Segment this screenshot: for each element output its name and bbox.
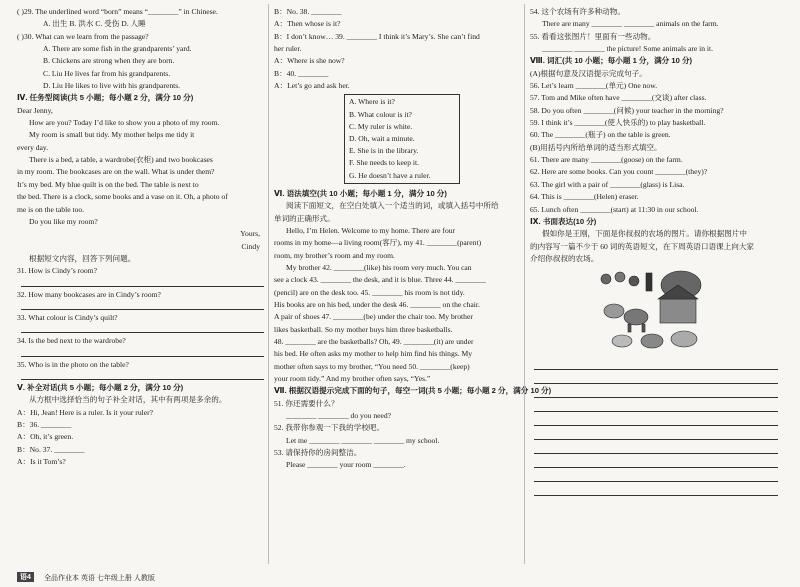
text-line: 54. 这个农场有许多种动物。 xyxy=(530,7,625,16)
text-line: A. There are some fish in the grandparents’ yard. xyxy=(43,44,192,54)
text-line: 63. The girl with a pair of ________(glass) is Lisa. xyxy=(530,179,685,189)
text-line: 57. Tom and Mike often have ________(交谈) after class. xyxy=(530,93,707,103)
answer-line[interactable] xyxy=(21,301,264,310)
section-heading: Ⅳ. 任务型阅读(共 5 小题；每小题 2 分，满分 10 分) xyxy=(17,93,194,103)
text-line: 的内容写一篇不少于 60 词的英语短文，在下周英语口语课上向大家 xyxy=(530,241,755,251)
text-line: (A)根据句意及汉语提示完成句子。 xyxy=(530,68,647,78)
column-divider xyxy=(268,4,269,564)
writing-line[interactable] xyxy=(534,471,778,482)
answer-line[interactable] xyxy=(21,371,264,380)
answer-line[interactable] xyxy=(21,348,264,357)
dialogue-option: B. What colour is it? xyxy=(349,109,412,119)
section-heading: Ⅴ. 补全对话(共 5 小题；每小题 2 分，满分 10 分) xyxy=(17,382,184,392)
column-right xyxy=(530,6,782,499)
text-line: rooms in my home—a living room(客厅), my 41. ________(parent) xyxy=(274,238,482,248)
farm-picture xyxy=(596,269,716,355)
text-line: It’s my bed. My blue quilt is on the bed. The table is next to xyxy=(17,179,199,189)
section-heading: Ⅷ. 词汇(共 10 小题；每小题 1 分，满分 10 分) xyxy=(530,56,693,66)
text-line: A pair of shoes 47. ________(be) under the chair too. My brother xyxy=(274,312,473,322)
text-line: 58. Do you often ________(问候) your teacher in the morning? xyxy=(530,105,724,115)
text-line: B：36. ________ xyxy=(17,419,72,429)
text-line: 根据短文内容，回答下列问题。 xyxy=(29,253,136,263)
dialogue-option: C. My ruler is white. xyxy=(349,121,413,131)
text-line: Yours, xyxy=(240,229,260,239)
column-divider xyxy=(524,4,525,564)
text-line: 介绍你叔叔的农场。 xyxy=(530,253,599,263)
text-line: (B)用括号内所给单词的适当形式填空。 xyxy=(530,142,662,152)
writing-line[interactable] xyxy=(534,401,778,412)
writing-line[interactable] xyxy=(534,387,778,398)
writing-line[interactable] xyxy=(534,429,778,440)
text-line: in my room. The bookcases are on the wall. What is under them? xyxy=(17,167,215,177)
text-line: 32. How many bookcases are in Cindy’s room? xyxy=(17,289,161,299)
text-line: likes basketball. So my mother buys him three basketballs. xyxy=(274,324,453,334)
text-line: B：40. ________ xyxy=(274,68,329,78)
text-line: 31. How is Cindy’s room? xyxy=(17,266,97,276)
text-line: 阅读下面短文，在空白处填入一个适当的词，或填入括号中所给 xyxy=(286,201,499,211)
text-line: A：Oh, it’s green. xyxy=(17,432,74,442)
writing-line[interactable] xyxy=(534,373,778,384)
text-line: Hello, I’m Helen. Welcome to my home. There are four xyxy=(286,225,456,235)
text-line: 从方框中选择恰当的句子补全对话，其中有两项是多余的。 xyxy=(29,395,227,405)
footer-text: 全品作业本 英语 七年级上册 人教版 xyxy=(44,575,155,582)
writing-line[interactable] xyxy=(534,485,778,496)
writing-lines[interactable] xyxy=(530,359,782,496)
text-line: the bed. There is a clock, some books and a vase on it. Oh, a photo of xyxy=(17,192,228,202)
text-line: D. Liu He likes to live with his grandparents. xyxy=(43,81,181,91)
text-line: 35. Who is in the photo on the table? xyxy=(17,359,129,369)
section-heading: Ⅸ. 书面表达(10 分) xyxy=(530,216,597,226)
text-line: My brother 42. ________(like) his room very much. You can xyxy=(286,262,472,272)
text-line: Dear Jenny, xyxy=(17,105,53,115)
text-line: room, my brother’s room and my room. xyxy=(274,250,395,260)
text-line: 62. Here are some books. Can you count ________(they)? xyxy=(530,167,708,177)
text-line: 61. There are many ________(goose) on the farm. xyxy=(530,155,683,165)
text-line: B：No. 38. ________ xyxy=(274,7,342,16)
text-line: see a clock 43. ________ the desk, and it is blue. Three 44. ________ xyxy=(274,275,486,285)
text-line: My room is small but tidy. My mother helps me tidy it xyxy=(29,130,195,140)
text-line: A：Then whose is it? xyxy=(274,19,341,29)
dialogue-option: G. He doesn’t have a ruler. xyxy=(349,170,431,180)
column-left xyxy=(17,6,264,468)
column-middle xyxy=(274,6,552,472)
text-line: 单词的正确形式。 xyxy=(274,213,335,223)
text-line: 51. 你还需要什么？ xyxy=(274,398,339,408)
answer-line[interactable] xyxy=(21,278,264,287)
text-line: 59. I think it’s ________(使人快乐的) to play basketball. xyxy=(530,118,706,128)
text-line: 65. Lunch often ________(start) at 11:30 in our school. xyxy=(530,204,699,214)
dialogue-option: A. Where is it? xyxy=(349,97,395,107)
text-line: Let me ________ ________ ________ my school. xyxy=(286,435,440,445)
text-line: 48. ________ are the basketballs? Oh, 49. ________(it) are under xyxy=(274,336,474,346)
text-line: 34. Is the bed next to the wardrobe? xyxy=(17,336,126,346)
page-footer xyxy=(0,569,800,587)
text-line: (pencil) are on the desk too. 45. ________ his room is not tidy. xyxy=(274,287,465,297)
text-line: 55. 看看这张图片！里面有一些动物。 xyxy=(530,31,656,41)
text-line: 52. 我带你参观一下我的学校吧。 xyxy=(274,423,385,433)
text-line: There are many ________ ________ animals on the farm. xyxy=(542,19,719,29)
text-line: Do you like my room? xyxy=(29,216,98,226)
writing-line[interactable] xyxy=(534,359,778,370)
text-line: B. Chickens are strong when they are born. xyxy=(43,56,175,66)
text-line: me is on the table too. xyxy=(17,204,85,214)
section-heading: Ⅶ. 根据汉语提示完成下面的句子，每空一词(共 5 小题；每小题 2 分，满分 10 分) xyxy=(274,386,552,396)
text-line: ( )29. The underlined word “born” means “________” in Chinese. xyxy=(17,7,218,16)
text-line: B：No. 37. ________ xyxy=(17,444,85,454)
text-line: 64. This is ________(Helen) eraser. xyxy=(530,192,639,202)
section-heading: Ⅵ. 语法填空(共 10 小题；每小题 1 分，满分 10 分) xyxy=(274,188,447,198)
text-line: his bed. He often asks my mother to help him find his things. My xyxy=(274,349,473,359)
page-number: 语4 xyxy=(17,572,34,582)
text-line: Cindy xyxy=(241,241,260,251)
text-line: every day. xyxy=(17,142,49,152)
text-line: mother often says to my brother, “You need 50. ________(keep) xyxy=(274,361,470,371)
text-line: Please ________ your room ________. xyxy=(286,460,406,470)
text-line: There is a bed, a table, a wardrobe(衣柜) and two bookcases xyxy=(29,155,213,165)
text-line: ( )30. What can we learn from the passage? xyxy=(17,31,149,41)
text-line: A. 出生 B. 洪水 C. 受伤 D. 人睡 xyxy=(43,19,146,29)
answer-line[interactable] xyxy=(21,324,264,333)
text-line: A：Where is she now? xyxy=(274,56,345,66)
text-line: A：Let’s go and ask her. xyxy=(274,81,350,91)
text-line: 33. What colour is Cindy’s quilt? xyxy=(17,312,118,322)
text-line: your room tidy.” And my brother often says, “Yes.” xyxy=(274,373,431,383)
dialogue-option: F. She needs to keep it. xyxy=(349,158,420,168)
dialogue-options-box xyxy=(344,94,460,183)
text-line: her ruler. xyxy=(274,44,302,54)
dialogue-option: E. She is in the library. xyxy=(349,146,419,156)
text-line: A：Is it Tom’s? xyxy=(17,457,66,466)
writing-line[interactable] xyxy=(534,457,778,468)
text-line: How are you? Today I’d like to show you a photo of my room. xyxy=(29,118,220,128)
text-line: 假如你是王刚，下面是你叔叔的农场的图片。请你根据图片中 xyxy=(542,229,748,239)
writing-line[interactable] xyxy=(534,415,778,426)
text-line: 56. Let’s learn ________(单元) One now. xyxy=(530,81,658,91)
text-line: 60. The ________(瓶子) on the table is green. xyxy=(530,130,671,140)
text-line: 53. 请保持你的房间整洁。 xyxy=(274,448,362,458)
text-line: B：I don’t know… 39. ________ I think it’s Mary’s. She can’t find xyxy=(274,31,480,41)
text-line: ________ ________ the picture! Some animals are in it. xyxy=(542,44,714,54)
writing-line[interactable] xyxy=(534,443,778,454)
text-line: His books are on his bed, under the desk 46. ________ on the chair. xyxy=(274,299,480,309)
dialogue-option: D. Oh, wait a minute. xyxy=(349,134,415,144)
text-line: A：Hi, Jean! Here is a ruler. Is it your ruler? xyxy=(17,407,154,417)
text-line: C. Liu He lives far from his grandparents. xyxy=(43,68,171,78)
text-line: ________ ________ do you need? xyxy=(286,411,392,421)
